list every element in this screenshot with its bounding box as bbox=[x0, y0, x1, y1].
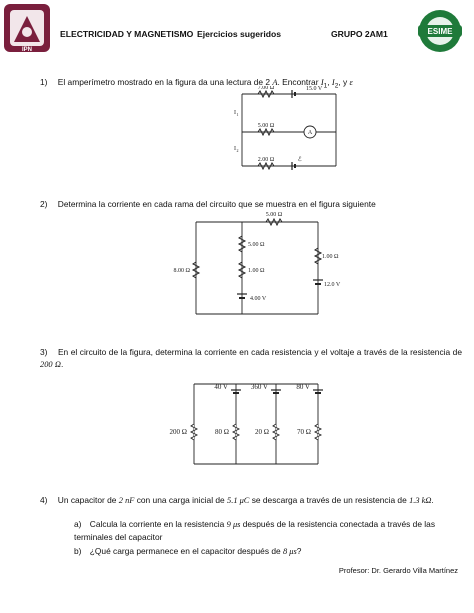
q1-var-i2: I bbox=[331, 78, 335, 87]
circuit-1 bbox=[232, 86, 342, 174]
q4-number: 4) bbox=[40, 495, 48, 505]
c3-r2: 80 Ω bbox=[215, 428, 229, 436]
q4-sub-a-time: 9 μs bbox=[226, 520, 241, 529]
c2-v-mid: 4.00 V bbox=[250, 296, 267, 302]
c2-r-left: 8.00 Ω bbox=[173, 268, 190, 274]
c1-i2-sub: 2 bbox=[236, 148, 239, 153]
c3-v3: 80 V bbox=[296, 383, 310, 391]
c1-v-top: 15.0 V bbox=[306, 86, 323, 92]
q4-cap-value: 2 nF bbox=[118, 496, 135, 505]
q1-var-emf: ε bbox=[349, 78, 353, 87]
c2-r-top: 5.00 Ω bbox=[265, 212, 283, 218]
q1-var-i2-sub: 2 bbox=[334, 82, 339, 90]
q4-sub-a-label: a) bbox=[74, 519, 82, 529]
doc-subtitle: Ejercicios sugeridos bbox=[197, 29, 282, 39]
q1-var-and: y bbox=[342, 77, 348, 87]
svg-text:IPN: IPN bbox=[21, 47, 33, 53]
c3-v1: 40 V bbox=[214, 383, 228, 391]
q4-sub-b-label: b) bbox=[74, 546, 82, 556]
q1-number: 1) bbox=[40, 77, 48, 87]
c1-i2: I bbox=[234, 146, 236, 152]
q2-text: Determina la corriente en cada rama del circuito que se muestra en el figura siguiente bbox=[57, 199, 376, 209]
q3-number: 3) bbox=[40, 347, 48, 357]
c1-r-bot: 2.00 Ω bbox=[257, 157, 275, 163]
q4-res-value: 1.3 kΩ bbox=[409, 496, 432, 505]
c1-i1-sub: 1 bbox=[236, 112, 239, 117]
circuit-3 bbox=[158, 372, 334, 470]
circuit-2 bbox=[168, 210, 348, 320]
eskime-logo-icon bbox=[412, 8, 468, 54]
q4-sub-b-text-b: ? bbox=[296, 546, 302, 556]
q4-sub-b bbox=[74, 545, 462, 558]
c3-r1: 200 Ω bbox=[169, 428, 187, 436]
q1-var-i1: I bbox=[320, 78, 324, 87]
c1-emf: ℰ bbox=[298, 157, 302, 163]
q3-value: 200 bbox=[40, 360, 53, 369]
c2-r-mid1: 5.00 Ω bbox=[248, 242, 265, 248]
question-4: 4) Un capacitor de 2 nF con una carga inicial de 5.1 μC se descarga a través de un resistencia de 1.3 kΩ. bbox=[40, 495, 434, 505]
c2-r-right: 1.00 Ω bbox=[322, 254, 339, 260]
left-logo bbox=[2, 2, 52, 54]
ipn-seal-icon bbox=[2, 2, 52, 54]
c1-r-top: 7.00 Ω bbox=[257, 86, 275, 91]
c1-i1: I bbox=[234, 110, 236, 116]
q4-sub-a bbox=[74, 518, 462, 543]
q4-sub-b-text-a: ¿Qué carga permanece en el capacitor después de bbox=[89, 546, 281, 556]
question-3: 3) En el circuito de la figura, determina la corriente en cada resistencia y el voltaje a través de la resistencia de 200 Ω. bbox=[40, 347, 462, 369]
q1-var-i1-sub: 1 bbox=[323, 82, 328, 90]
q1-unit: A bbox=[272, 78, 278, 87]
q4-charge-value: 5.1 μC bbox=[227, 496, 250, 505]
question-1: 1) El amperímetro mostrado en la figura da una lectura de 2 A. Encontrar $I_1$, $I_2$, y ε bbox=[40, 77, 353, 90]
c2-r-mid2: 1.00 Ω bbox=[248, 268, 265, 274]
right-logo bbox=[412, 8, 468, 54]
c3-v2: 360 V bbox=[250, 383, 268, 391]
q1-text-b: . Encontrar bbox=[277, 77, 319, 87]
c3-r4: 70 Ω bbox=[297, 428, 311, 436]
q4-sub-b-time: 8 μs bbox=[283, 547, 297, 556]
q4-sub-a-text-a: Calcula la corriente en la resistencia bbox=[89, 519, 225, 529]
course-title: ELECTRICIDAD Y MAGNETISMO bbox=[60, 29, 194, 39]
professor-footer: Profesor: Dr. Gerardo Villa Martínez bbox=[338, 566, 458, 575]
q4-text-a: Un capacitor de bbox=[57, 495, 117, 505]
q2-number: 2) bbox=[40, 199, 48, 209]
q3-text-a: En el circuito de la figura, determina la corriente en cada resistencia y el voltaje a través de la resistencia de bbox=[57, 347, 462, 357]
q1-text-a: El amperímetro mostrado en la figura da una lectura de 2 bbox=[57, 77, 271, 87]
c3-r3: 20 Ω bbox=[255, 428, 269, 436]
group-title: GRUPO 2AM1 bbox=[331, 29, 388, 39]
c2-v-right: 12.0 V bbox=[324, 282, 341, 288]
question-2 bbox=[40, 198, 460, 210]
q4-text-c: se descarga a través de un resistencia de bbox=[251, 495, 407, 505]
q3-unit: Ω bbox=[54, 360, 61, 369]
q4-sub-a-text-b: después de la resistencia conectada a través de las terminales del capacitor bbox=[74, 519, 436, 542]
q4-text-b: con una carga inicial de bbox=[136, 495, 225, 505]
c1-r-mid: 5.00 Ω bbox=[257, 123, 275, 129]
svg-text:ESIME: ESIME bbox=[427, 27, 453, 36]
c1-ammeter: A bbox=[307, 130, 313, 136]
